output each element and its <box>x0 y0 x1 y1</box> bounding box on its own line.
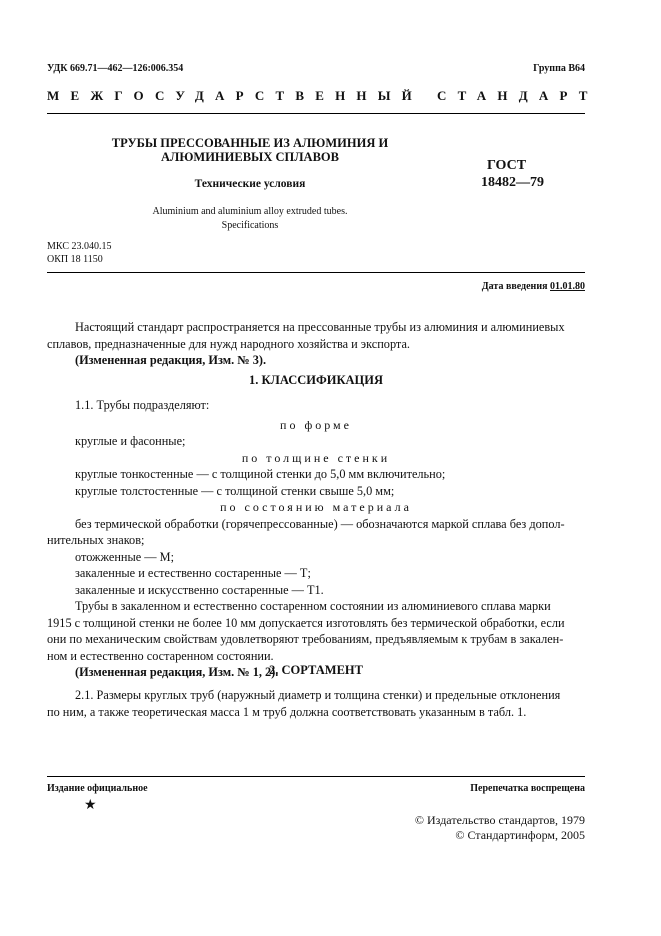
document-title <box>80 136 420 164</box>
udk-code: УДК 669.71—462—126:006.354 <box>47 63 184 74</box>
official-edition: Издание официальное <box>47 783 148 794</box>
copyright-2005: © Стандартинформ, 2005 <box>455 828 585 842</box>
title-line-2: АЛЮМИНИЕВЫХ СПЛАВОВ <box>161 150 339 164</box>
title-line-1: ТРУБЫ ПРЕССОВАННЫЕ ИЗ АЛЮМИНИЯ И <box>111 136 389 150</box>
intro-revision: (Измененная редакция, Изм. № 3). <box>75 353 267 367</box>
english-title <box>80 205 420 233</box>
by-wall-heading: по толщине стенки <box>241 450 391 465</box>
state-line-2: нительных знаков; <box>47 533 145 547</box>
banner-interstate: МЕЖГОСУДАРСТВЕННЫЙ <box>47 88 423 103</box>
clause-2-1-line-1: 2.1. Размеры круглых труб (наружный диаметр и толщина стенки) и предельные отклонения <box>75 688 561 702</box>
clause-1-1: 1.1. Трубы подразделяют: <box>75 398 210 412</box>
header-rule <box>47 113 585 114</box>
note-line-2: 1915 с толщиной стенки не более 10 мм допускается изготовлять без термической обработки, если <box>47 615 565 630</box>
section-1-revision: (Измененная редакция, Изм. № 1, 2). <box>75 665 279 679</box>
classification-codes <box>47 240 111 266</box>
state-natural-aged: закаленные и естественно состаренные — Т; <box>75 566 311 580</box>
by-shape-heading: по форме <box>280 417 352 432</box>
section-1-body <box>47 397 585 681</box>
section-2-body <box>47 687 585 720</box>
shape-text: круглые и фасонные; <box>75 434 186 448</box>
note-line-4: ном и естественно состаренном состоянии. <box>47 648 274 663</box>
wall-thick-text: круглые толстостенные — с толщиной стенки свыше 5,0 мм; <box>75 483 395 498</box>
footer-rule <box>47 776 585 777</box>
gost-label: ГОСТ <box>487 158 527 173</box>
intro-line-2: сплавов, предназначенные для нужд народного хозяйства и экспорта. <box>47 336 410 351</box>
copyright-1979: © Издательство стандартов, 1979 <box>414 813 585 827</box>
english-title-line-1: Aluminium and aluminium alloy extruded tubes. <box>152 206 348 217</box>
introduction-date-label: Дата введения <box>481 281 548 292</box>
state-line-1: без термической обработки (горячепрессованные) — обозначаются маркой сплава без допол- <box>75 516 565 531</box>
note-line-1: Трубы в закаленном и естественно состаренном состоянии из алюминиевого сплава марки <box>75 599 551 613</box>
banner-standard: СТАНДАРТ <box>437 88 599 103</box>
section-2-heading: 2. СОРТАМЕНТ <box>269 663 363 677</box>
by-state-heading: по состоянию материала <box>220 500 412 514</box>
reprint-prohibited: Перепечатка воспрещена <box>470 783 585 794</box>
state-artificial-aged: закаленные и искусственно состаренные — Т1. <box>75 582 324 597</box>
mks-code: МКС 23.040.15 <box>47 241 112 252</box>
document-subtitle: Технические условия <box>194 178 306 190</box>
clause-2-1-line-2: по ним, а также теоретическая масса 1 м труб должна соответствовать указанным в табл. 1. <box>47 704 527 719</box>
group-code: Группа В64 <box>533 63 585 74</box>
intro-line-1: Настоящий стандарт распространяется на прессованные трубы из алюминия и алюминиевых <box>75 320 565 334</box>
english-title-line-2: Specifications <box>221 220 279 231</box>
star-icon: ★ <box>84 798 97 813</box>
intro-paragraph <box>47 319 585 369</box>
codes-rule <box>47 272 585 273</box>
section-1-heading: 1. КЛАССИФИКАЦИЯ <box>248 373 384 387</box>
wall-thin-text: круглые тонкостенные — с толщиной стенки до 5,0 мм включительно; <box>75 467 446 481</box>
introduction-date <box>482 281 585 292</box>
copyright-block <box>415 813 585 843</box>
state-annealed: отожженные — М; <box>75 549 175 564</box>
gost-number: 18482—79 <box>481 175 544 190</box>
introduction-date-value: 01.01.80 <box>550 281 585 292</box>
okp-code: ОКП 18 1150 <box>47 254 103 265</box>
note-line-3: они по механическим свойствам удовлетворяют требованиям, предъявляемым к трубам в закален- <box>47 632 564 646</box>
